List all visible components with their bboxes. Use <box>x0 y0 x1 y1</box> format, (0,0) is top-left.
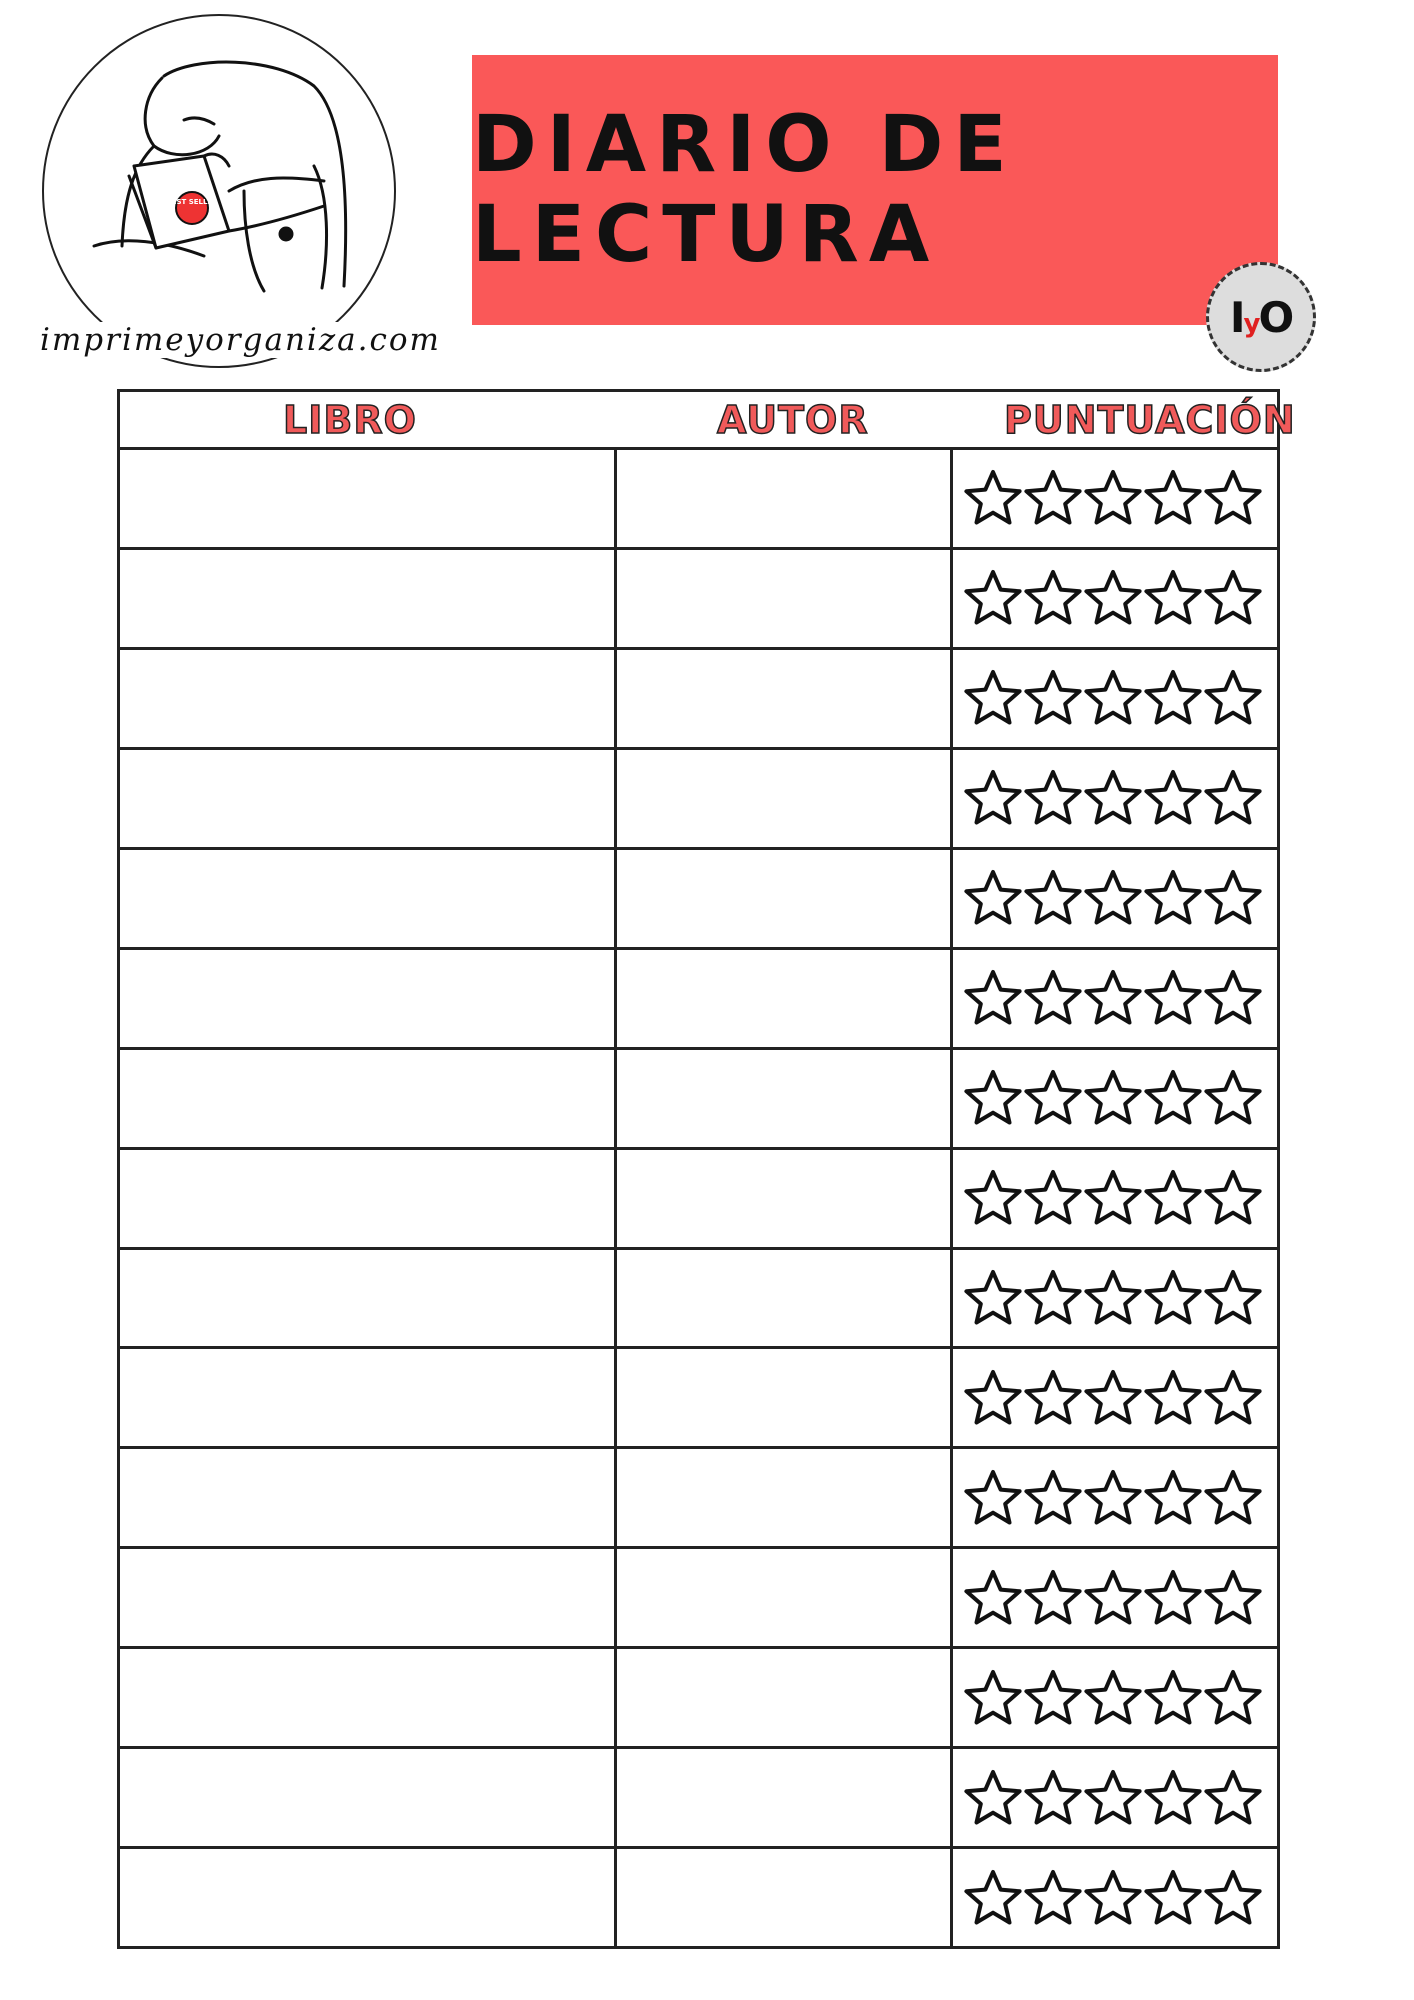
star-outline-icon[interactable] <box>1203 1768 1263 1828</box>
autor-cell[interactable] <box>617 550 953 647</box>
table-row <box>120 1050 1277 1150</box>
libro-cell[interactable] <box>120 550 617 647</box>
table-row <box>120 1349 1277 1449</box>
libro-cell[interactable] <box>120 450 617 547</box>
rating-cell <box>953 1250 1277 1347</box>
star-outline-icon[interactable] <box>1143 668 1203 728</box>
star-outline-icon[interactable] <box>963 568 1023 628</box>
autor-cell[interactable] <box>617 1549 953 1646</box>
star-outline-icon[interactable] <box>1023 1568 1083 1628</box>
rating-cell <box>953 1749 1277 1846</box>
autor-cell[interactable] <box>617 1150 953 1247</box>
star-outline-icon[interactable] <box>963 868 1023 928</box>
star-outline-icon[interactable] <box>1143 1568 1203 1628</box>
site-url-text: imprimeyorganiza.com <box>40 322 441 358</box>
autor-cell[interactable] <box>617 1849 953 1946</box>
star-outline-icon[interactable] <box>963 468 1023 528</box>
libro-cell[interactable] <box>120 1250 617 1347</box>
star-outline-icon[interactable] <box>1023 1068 1083 1128</box>
table-row <box>120 550 1277 650</box>
star-outline-icon[interactable] <box>1143 768 1203 828</box>
star-outline-icon[interactable] <box>963 668 1023 728</box>
star-outline-icon[interactable] <box>1203 1568 1263 1628</box>
reading-character-illustration <box>44 16 396 368</box>
rating-cell <box>953 850 1277 947</box>
star-outline-icon[interactable] <box>1143 1768 1203 1828</box>
rating-cell <box>953 650 1277 747</box>
rating-cell <box>953 1649 1277 1746</box>
autor-cell[interactable] <box>617 1349 953 1446</box>
star-outline-icon[interactable] <box>1203 1468 1263 1528</box>
star-outline-icon[interactable] <box>1083 1868 1143 1928</box>
libro-cell[interactable] <box>120 1150 617 1247</box>
star-outline-icon[interactable] <box>1023 1668 1083 1728</box>
star-outline-icon[interactable] <box>1203 1868 1263 1928</box>
star-outline-icon[interactable] <box>963 968 1023 1028</box>
star-outline-icon[interactable] <box>1083 968 1143 1028</box>
autor-cell[interactable] <box>617 1250 953 1347</box>
brand-badge-text <box>1230 293 1292 342</box>
badge-letter-i: I <box>1229 292 1244 342</box>
badge-letter-y: y <box>1243 308 1259 339</box>
rating-cell <box>953 1449 1277 1546</box>
star-outline-icon[interactable] <box>1023 1268 1083 1328</box>
table-row <box>120 950 1277 1050</box>
rating-cell <box>953 450 1277 547</box>
autor-cell[interactable] <box>617 1649 953 1746</box>
star-outline-icon[interactable] <box>1083 868 1143 928</box>
libro-cell[interactable] <box>120 1050 617 1147</box>
rating-cell <box>953 550 1277 647</box>
table-row <box>120 1150 1277 1250</box>
logo-illustration <box>42 14 396 368</box>
autor-cell[interactable] <box>617 750 953 847</box>
star-outline-icon[interactable] <box>1203 668 1263 728</box>
autor-cell[interactable] <box>617 450 953 547</box>
star-outline-icon[interactable] <box>963 1268 1023 1328</box>
autor-cell[interactable] <box>617 1749 953 1846</box>
column-header-puntuacion: PUNTUACIÓN <box>1004 398 1296 442</box>
star-outline-icon[interactable] <box>1203 1168 1263 1228</box>
star-outline-icon[interactable] <box>1143 868 1203 928</box>
star-outline-icon[interactable] <box>1143 1268 1203 1328</box>
autor-cell[interactable] <box>617 850 953 947</box>
table-row <box>120 1649 1277 1749</box>
star-outline-icon[interactable] <box>1083 1468 1143 1528</box>
star-outline-icon[interactable] <box>1023 1368 1083 1428</box>
star-outline-icon[interactable] <box>1023 1468 1083 1528</box>
star-outline-icon[interactable] <box>963 1868 1023 1928</box>
libro-cell[interactable] <box>120 1549 617 1646</box>
reading-log-table <box>117 389 1296 1949</box>
star-outline-icon[interactable] <box>1083 1568 1143 1628</box>
star-outline-icon[interactable] <box>1143 1368 1203 1428</box>
star-outline-icon[interactable] <box>1203 768 1263 828</box>
star-outline-icon[interactable] <box>1083 1368 1143 1428</box>
autor-cell[interactable] <box>617 950 953 1047</box>
star-outline-icon[interactable] <box>1083 1668 1143 1728</box>
star-outline-icon[interactable] <box>1023 868 1083 928</box>
star-outline-icon[interactable] <box>1083 1168 1143 1228</box>
star-outline-icon[interactable] <box>1203 1268 1263 1328</box>
star-outline-icon[interactable] <box>1143 468 1203 528</box>
star-outline-icon[interactable] <box>1143 1468 1203 1528</box>
table-row <box>120 850 1277 950</box>
rating-cell <box>953 750 1277 847</box>
libro-cell[interactable] <box>120 850 617 947</box>
star-outline-icon[interactable] <box>963 1768 1023 1828</box>
star-outline-icon[interactable] <box>1023 468 1083 528</box>
rating-cell <box>953 1549 1277 1646</box>
star-outline-icon[interactable] <box>1143 1068 1203 1128</box>
star-outline-icon[interactable] <box>1083 668 1143 728</box>
star-outline-icon[interactable] <box>1203 1668 1263 1728</box>
libro-cell[interactable] <box>120 950 617 1047</box>
star-outline-icon[interactable] <box>1083 468 1143 528</box>
libro-cell[interactable] <box>120 1349 617 1446</box>
page-title: DIARIO DE LECTURA <box>472 100 1017 280</box>
star-outline-icon[interactable] <box>1203 1068 1263 1128</box>
star-outline-icon[interactable] <box>1143 1168 1203 1228</box>
star-outline-icon[interactable] <box>1143 968 1203 1028</box>
star-outline-icon[interactable] <box>1203 568 1263 628</box>
libro-cell[interactable] <box>120 1649 617 1746</box>
table-row <box>120 1250 1277 1350</box>
table-row <box>120 450 1277 550</box>
star-outline-icon[interactable] <box>1203 968 1263 1028</box>
star-outline-icon[interactable] <box>1143 568 1203 628</box>
star-outline-icon[interactable] <box>963 1368 1023 1428</box>
star-outline-icon[interactable] <box>1203 468 1263 528</box>
star-outline-icon[interactable] <box>1023 1868 1083 1928</box>
rating-cell <box>953 1849 1277 1946</box>
libro-cell[interactable] <box>120 1749 617 1846</box>
star-outline-icon[interactable] <box>1083 1068 1143 1128</box>
star-outline-icon[interactable] <box>963 1668 1023 1728</box>
autor-cell[interactable] <box>617 650 953 747</box>
star-outline-icon[interactable] <box>963 768 1023 828</box>
libro-cell[interactable] <box>120 1849 617 1946</box>
table-row <box>120 650 1277 750</box>
star-outline-icon[interactable] <box>963 1068 1023 1128</box>
seal-text-best: BEST SELLER <box>166 198 218 206</box>
star-outline-icon[interactable] <box>1083 768 1143 828</box>
star-outline-icon[interactable] <box>1083 1268 1143 1328</box>
column-header-libro: LIBRO <box>283 398 417 442</box>
brand-badge-logo <box>1206 262 1316 372</box>
star-outline-icon[interactable] <box>963 1468 1023 1528</box>
star-outline-icon[interactable] <box>1203 1368 1263 1428</box>
libro-cell[interactable] <box>120 1449 617 1546</box>
star-outline-icon[interactable] <box>1023 768 1083 828</box>
libro-cell[interactable] <box>120 750 617 847</box>
star-outline-icon[interactable] <box>1023 968 1083 1028</box>
table-body <box>120 450 1277 1946</box>
title-banner <box>472 55 1278 325</box>
rating-cell <box>953 1150 1277 1247</box>
star-outline-icon[interactable] <box>1083 1768 1143 1828</box>
table-row <box>120 1449 1277 1549</box>
rating-cell <box>953 1050 1277 1147</box>
star-outline-icon[interactable] <box>1023 568 1083 628</box>
table-row <box>120 1849 1277 1946</box>
badge-letter-o: O <box>1258 292 1293 342</box>
rating-cell <box>953 950 1277 1047</box>
star-outline-icon[interactable] <box>1143 1668 1203 1728</box>
table-row <box>120 750 1277 850</box>
best-seller-seal <box>176 192 208 224</box>
table-header <box>120 392 1296 450</box>
star-outline-icon[interactable] <box>1023 1768 1083 1828</box>
star-outline-icon[interactable] <box>963 1568 1023 1628</box>
star-outline-icon[interactable] <box>1143 1868 1203 1928</box>
autor-cell[interactable] <box>617 1050 953 1147</box>
column-header-autor: AUTOR <box>717 398 869 442</box>
rating-cell <box>953 1349 1277 1446</box>
table-row <box>120 1549 1277 1649</box>
table-row <box>120 1749 1277 1849</box>
autor-cell[interactable] <box>617 1449 953 1546</box>
star-outline-icon[interactable] <box>1023 1168 1083 1228</box>
star-outline-icon[interactable] <box>1083 568 1143 628</box>
star-outline-icon[interactable] <box>963 1168 1023 1228</box>
libro-cell[interactable] <box>120 650 617 747</box>
star-outline-icon[interactable] <box>1023 668 1083 728</box>
star-outline-icon[interactable] <box>1203 868 1263 928</box>
